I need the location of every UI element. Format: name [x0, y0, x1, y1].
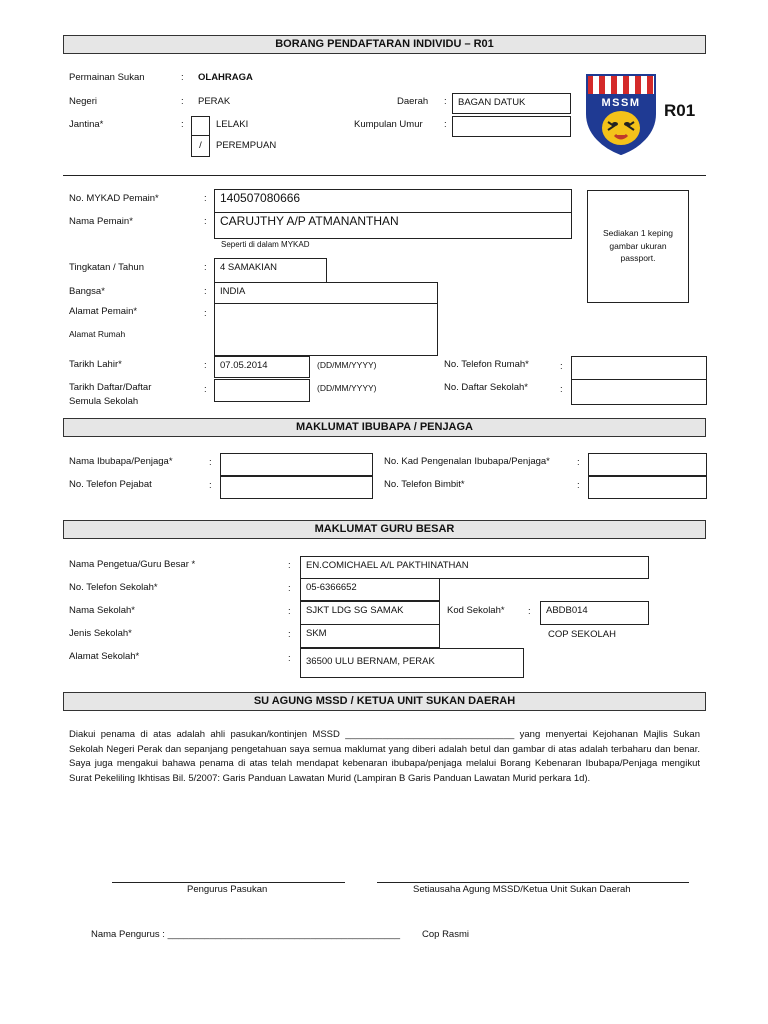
nama-sekolah-field[interactable]: SJKT LDG SG SAMAK [300, 601, 440, 625]
negeri-label: Negeri [69, 96, 97, 107]
colon: : [288, 560, 291, 571]
nama-pemain-label: Nama Pemain* [69, 216, 133, 227]
permainan-label: Permainan Sukan [69, 72, 145, 83]
kod-sekolah-label: Kod Sekolah* [447, 605, 505, 616]
nama-ibubapa-label: Nama Ibubapa/Penjaga* [69, 456, 173, 467]
jenis-sekolah-field[interactable]: SKM [300, 624, 440, 648]
tel-pejabat-field[interactable] [220, 476, 373, 499]
lelaki-checkbox[interactable] [191, 116, 210, 136]
colon: : [204, 193, 207, 204]
alamat-sekolah-label: Alamat Sekolah* [69, 651, 140, 662]
tarikh-daftar-label-2: Semula Sekolah [69, 396, 139, 407]
colon: : [288, 653, 291, 664]
alamat-sekolah-field[interactable]: 36500 ULU BERNAM, PERAK [300, 648, 524, 678]
colon: : [204, 384, 207, 395]
kumpulan-label: Kumpulan Umur [354, 119, 423, 130]
colon: : [181, 72, 184, 83]
tel-bimbit-field[interactable] [588, 476, 707, 499]
daerah-label: Daerah [397, 96, 429, 107]
colon: : [444, 119, 447, 130]
tarikh-lahir-field[interactable]: 07.05.2014 [214, 356, 310, 378]
colon: : [560, 384, 563, 395]
colon: : [560, 361, 563, 372]
colon: : [204, 286, 207, 297]
cop-rasmi-label: Cop Rasmi [422, 929, 469, 940]
kumpulan-field[interactable] [452, 116, 571, 137]
nama-ibubapa-field[interactable] [220, 453, 373, 476]
bangsa-label: Bangsa* [69, 286, 105, 297]
ic-ibubapa-field[interactable] [588, 453, 707, 476]
tel-sekolah-field[interactable]: 05-6366652 [300, 578, 440, 601]
colon: : [204, 216, 207, 227]
ic-ibubapa-label: No. Kad Pengenalan Ibubapa/Penjaga* [384, 456, 550, 467]
date-format-hint: (DD/MM/YYYY) [317, 360, 377, 370]
divider [63, 175, 706, 176]
parent-section-header: MAKLUMAT IBUBAPA / PENJAGA [63, 418, 706, 437]
lelaki-label: LELAKI [216, 119, 249, 130]
tingkatan-label: Tingkatan / Tahun [69, 262, 144, 273]
bangsa-field[interactable]: INDIA [214, 282, 438, 304]
jantina-label: Jantina* [69, 119, 104, 130]
nama-pemain-field[interactable]: CARUJTHY A/P ATMANANTHAN [214, 212, 572, 239]
perempuan-checkbox[interactable]: / [191, 135, 210, 157]
jenis-sekolah-label: Jenis Sekolah* [69, 628, 132, 639]
guru-nama-field[interactable]: EN.COMICHAEL A/L PAKTHINATHAN [300, 556, 649, 579]
photo-box[interactable]: Sediakan 1 keping gambar ukuran passport. [587, 190, 689, 303]
colon: : [577, 480, 580, 491]
kod-sekolah-field[interactable]: ABDB014 [540, 601, 649, 625]
tel-sekolah-label: No. Telefon Sekolah* [69, 582, 158, 593]
daftar-sekolah-field[interactable] [571, 379, 707, 405]
daerah-field[interactable]: BAGAN DATUK [452, 93, 571, 114]
mssm-logo [584, 72, 658, 156]
form-title: BORANG PENDAFTARAN INDIVIDU – R01 [63, 35, 706, 54]
colon: : [444, 96, 447, 107]
tel-rumah-field[interactable] [571, 356, 707, 380]
pengurus-pasukan-label: Pengurus Pasukan [187, 884, 268, 895]
colon: : [204, 308, 207, 319]
negeri-value: PERAK [198, 96, 231, 107]
alamat-field[interactable] [214, 303, 438, 356]
colon: : [209, 480, 212, 491]
declaration-paragraph: Diakui penama di atas adalah ahli pasukan/kontinjen MSSD ________________________________ yang menyertai Kejohanan Majlis Sukan Sekolah Negeri Perak dan sepanjang pengetahuan saya semua maklumat yang diberi adalah betul dan gambar di atas adalah terbaharu dan benar. Saya juga mengakui bahawa penama di atas telah mendapat kebenaran ibubapa/penjaga melalui Borang Kebenaran Ibubapa/Penjaga mengikut Surat Pekeliling Ikhtisas Bil. 5/2007: Garis Panduan Lawatan Murid (Lampiran B Garis Panduan Lawatan Murid perkara 1d). [69, 729, 700, 784]
su-section-header: SU AGUNG MSSD / KETUA UNIT SUKAN DAERAH [63, 692, 706, 711]
alamat-rumah-label: Alamat Rumah [69, 329, 126, 339]
nama-hint: Seperti di dalam MYKAD [221, 240, 310, 249]
mykad-label: No. MYKAD Pemain* [69, 193, 159, 204]
nama-pengurus-line[interactable]: Nama Pengurus : ____________________________________________ [91, 929, 401, 940]
signature-line-pengurus[interactable] [112, 882, 345, 883]
colon: : [204, 262, 207, 273]
tarikh-daftar-label: Tarikh Daftar/Daftar [69, 382, 152, 393]
signature-line-setiausaha[interactable] [377, 882, 689, 883]
date-format-hint: (DD/MM/YYYY) [317, 383, 377, 393]
colon: : [181, 96, 184, 107]
daftar-sekolah-label: No. Daftar Sekolah* [444, 382, 528, 393]
colon: : [288, 629, 291, 640]
tel-rumah-label: No. Telefon Rumah* [444, 359, 529, 370]
nama-sekolah-label: Nama Sekolah* [69, 605, 136, 616]
colon: : [209, 457, 212, 468]
colon: : [204, 360, 207, 371]
tarikh-daftar-field[interactable] [214, 379, 310, 402]
guru-section-header: MAKLUMAT GURU BESAR [63, 520, 706, 539]
colon: : [577, 457, 580, 468]
colon: : [288, 583, 291, 594]
mykad-field[interactable]: 140507080666 [214, 189, 572, 213]
svg-text:MSSM: MSSM [601, 97, 641, 109]
tel-bimbit-label: No. Telefon Bimbit* [384, 479, 465, 490]
colon: : [181, 119, 184, 130]
alamat-pemain-label: Alamat Pemain* [69, 306, 138, 317]
colon: : [288, 606, 291, 617]
permainan-value: OLAHRAGA [198, 72, 253, 83]
perempuan-label: PEREMPUAN [216, 140, 277, 151]
tel-pejabat-label: No. Telefon Pejabat [69, 479, 152, 490]
setiausaha-label: Setiausaha Agung MSSD/Ketua Unit Sukan Daerah [413, 884, 631, 895]
form-code: R01 [664, 101, 696, 120]
guru-nama-label: Nama Pengetua/Guru Besar * [69, 559, 196, 570]
colon: : [528, 606, 531, 617]
tarikh-lahir-label: Tarikh Lahir* [69, 359, 122, 370]
tingkatan-field[interactable]: 4 SAMAKIAN [214, 258, 327, 283]
cop-sekolah-label: COP SEKOLAH [548, 629, 616, 640]
